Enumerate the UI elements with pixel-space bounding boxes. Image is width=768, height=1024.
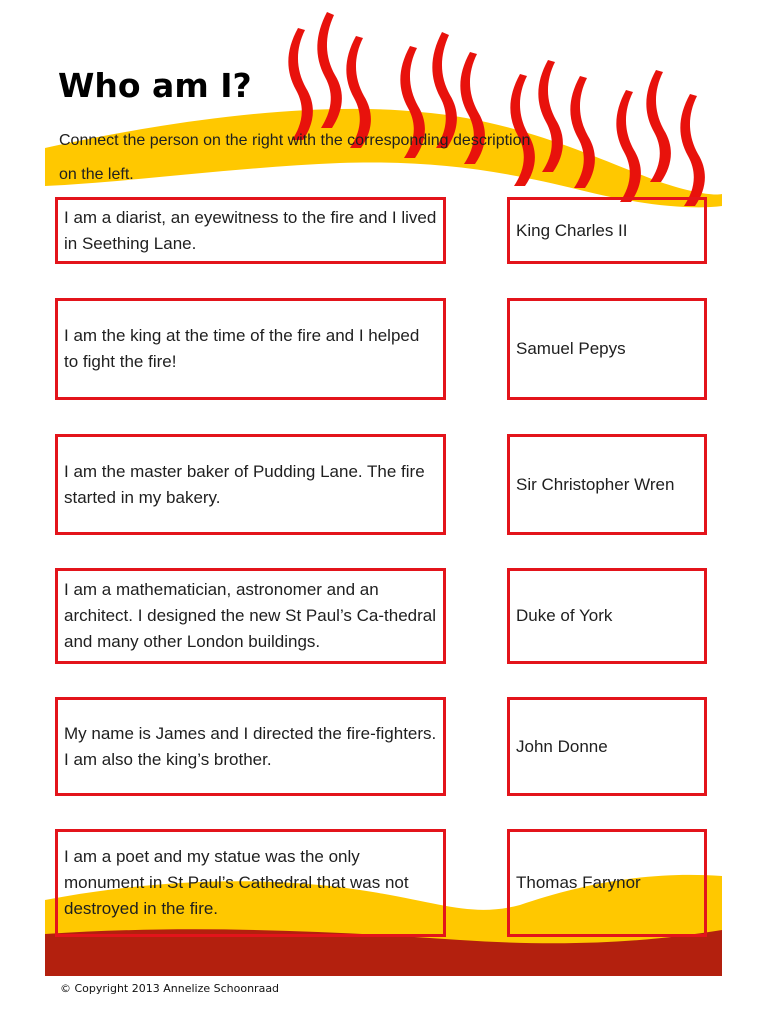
person-name: Thomas Farynor [516,873,641,892]
person-name: Samuel Pepys [516,339,626,358]
person-name: Sir Christopher Wren [516,474,675,494]
description-text: I am a poet and my statue was the only monument in St Paul’s Cathedral that was not destroyed in the fire. [64,847,409,918]
description-text: I am a mathematician, astronomer and an architect. I designed the new St Paul’s Ca-thedral and many other London buildings. [64,580,437,651]
description-box-6 [55,829,446,937]
description-box-5 [55,697,446,796]
name-box-4 [507,568,707,664]
description-box-2 [55,298,446,400]
name-box-6 [507,829,707,937]
instructions-text: Connect the person on the right with the corresponding description on the left. [59,132,531,183]
person-name: King Charles II [516,220,628,240]
name-box-2 [507,298,707,400]
description-box-3 [55,434,446,535]
name-box-5 [507,697,707,796]
name-box-1 [507,197,707,264]
description-box-4 [55,568,446,664]
page-title: Who am I? [58,66,252,105]
description-text: I am the master baker of Pudding Lane. The fire started in my bakery. [64,461,425,507]
copyright-notice: © Copyright 2013 Annelize Schoonraad [60,982,280,995]
person-name: John Donne [516,736,608,756]
description-box-1 [55,197,446,264]
name-box-3 [507,434,707,535]
description-text: My name is James and I directed the fire-fighters. I am also the king’s brother. [64,723,437,769]
description-text: I am the king at the time of the fire and I helped to fight the fire! [64,326,420,371]
person-name: Duke of York [516,606,613,625]
description-text: I am a diarist, an eyewitness to the fire and I lived in Seething Lane. [64,207,437,253]
